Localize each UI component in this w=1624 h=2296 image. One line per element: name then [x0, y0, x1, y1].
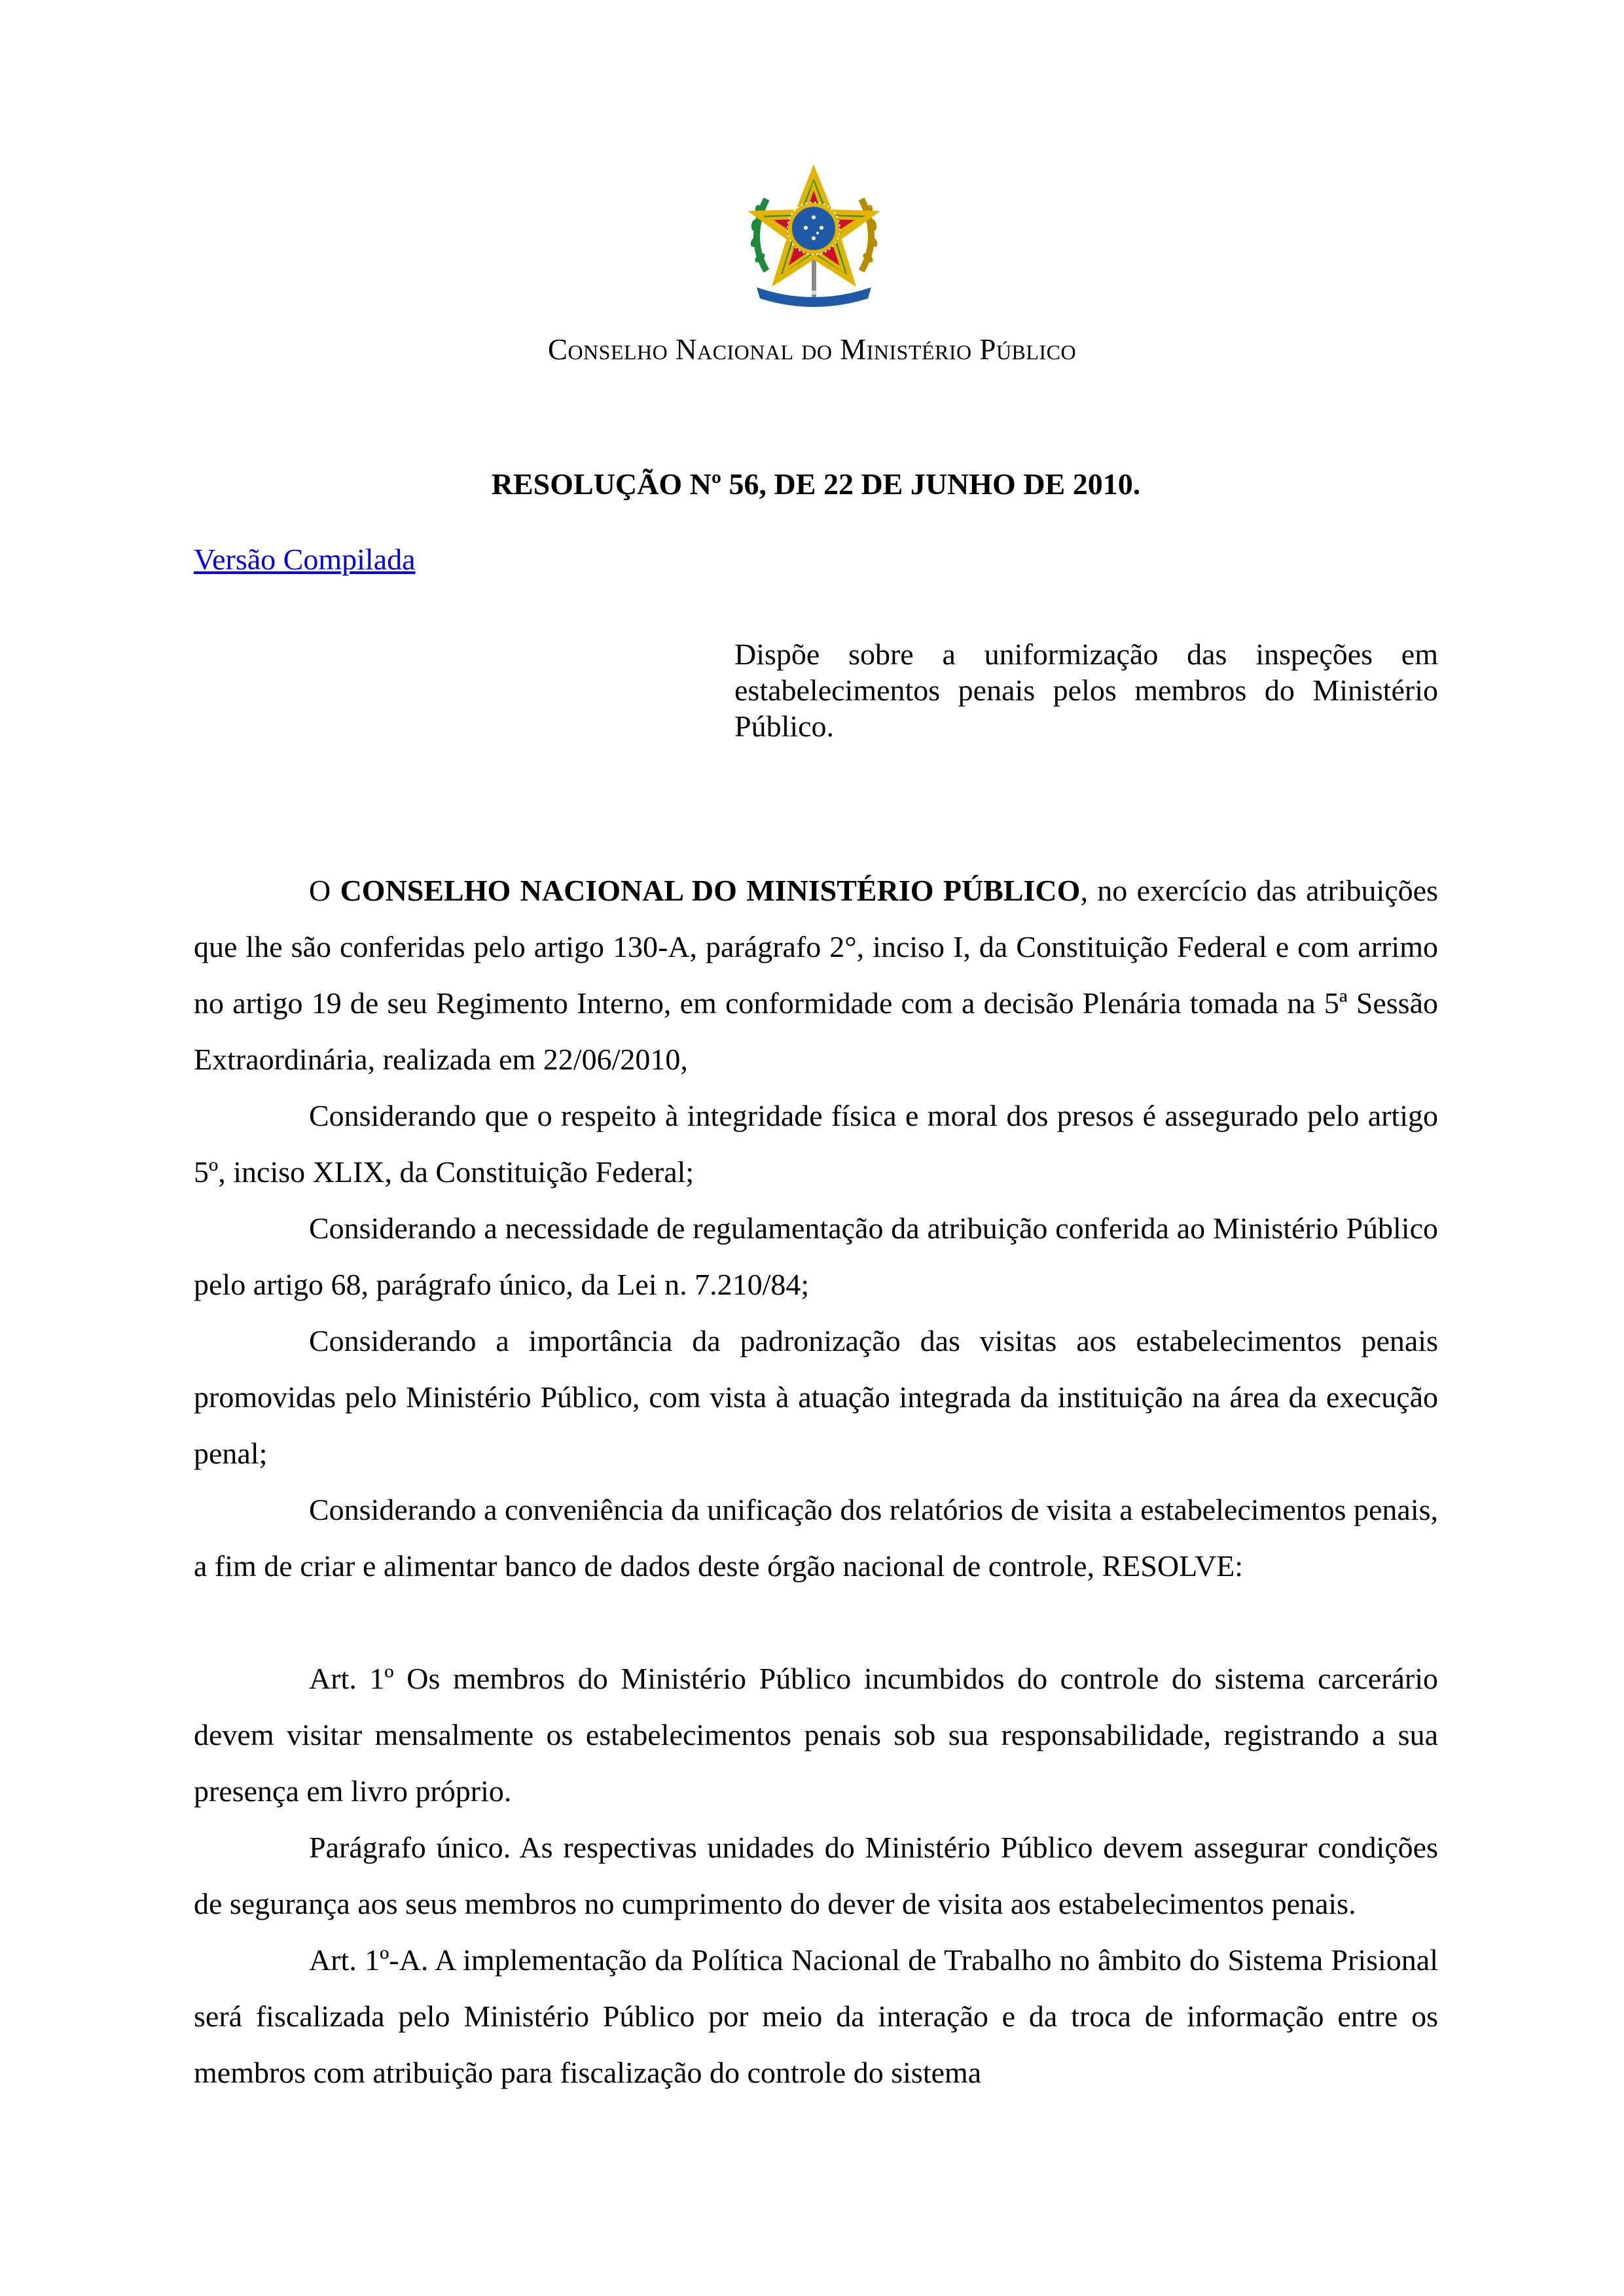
considerandos-list — [194, 1088, 1438, 1594]
considerando-paragraph: Considerando a conveniência da unificação dos relatórios de visita a estabelecimentos penais, a fim de criar e alimentar banco de dados deste órgão nacional de controle, RESOLVE: — [194, 1493, 1438, 1583]
coat-of-arms-icon — [740, 160, 888, 309]
considerando-paragraph: Considerando a necessidade de regulamentação da atribuição conferida ao Ministério Público pelo artigo 68, parágrafo único, da Lei n. 7.210/84; — [194, 1211, 1438, 1301]
considerando-paragraph: Considerando que o respeito à integridade física e moral dos presos é assegurado pelo artigo 5º, inciso XLIX, da Constituição Federal; — [194, 1099, 1438, 1189]
resolution-title: RESOLUÇÃO Nº 56, DE 22 DE JUNHO DE 2010. — [491, 467, 1141, 501]
council-header: Conselho Nacional do Ministério Público — [547, 333, 1077, 366]
preamble-paragraph — [194, 863, 1438, 1088]
preamble-rest: , no exercício das atribuições que lhe são conferidas pelo artigo 130-A, parágrafo 2°, inciso I, da Constituição Federal e com arrimo no artigo 19 de seu Regimento Interno, em conformidade com a decisão Plenária tomada na 5ª Sessão Extraordinária, realizada em 22/06/2010, — [194, 874, 1438, 1076]
compiled-version-link[interactable]: Versão Compilada — [194, 543, 416, 576]
considerando-paragraph: Considerando a importância da padronização das visitas aos estabelecimentos penais promovidas pelo Ministério Público, com vista à atuação integrada da instituição na área da execução penal; — [194, 1324, 1438, 1470]
document-body — [194, 863, 1438, 2101]
preamble-entity: CONSELHO NACIONAL DO MINISTÉRIO PÚBLICO — [340, 874, 1081, 907]
article-paragraph: Art. 1º Os membros do Ministério Público incumbidos do controle do sistema carcerário devem visitar mensalmente os estabelecimentos penais sob sua responsabilidade, registrando a sua presença em livro próprio. — [194, 1662, 1438, 1808]
articles-list — [194, 1651, 1438, 2101]
preamble-lead: O — [309, 874, 340, 907]
ementa: Dispõe sobre a uniformização das inspeções em estabelecimentos penais pelos membros do Ministério Público. — [734, 637, 1438, 743]
sole-paragraph: Parágrafo único. As respectivas unidades do Ministério Público devem assegurar condições de segurança aos seus membros no cumprimento do dever de visita aos estabelecimentos penais. — [194, 1831, 1438, 1920]
article-paragraph: Art. 1º-A. A implementação da Política Nacional de Trabalho no âmbito do Sistema Prisional será fiscalizada pelo Ministério Público por meio da interação e da troca de informação entre os membros com atribuição para fiscalização do controle do sistema — [194, 1943, 1438, 2089]
